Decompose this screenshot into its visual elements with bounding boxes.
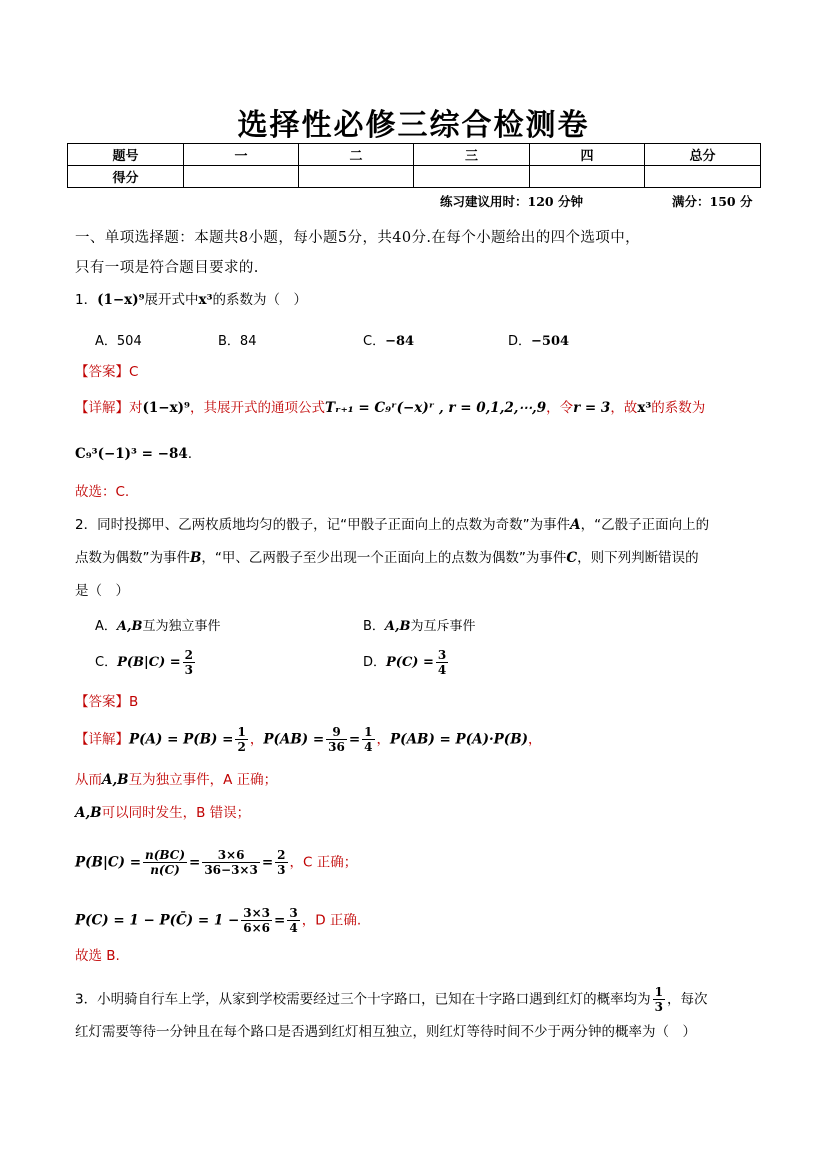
math-end: .: [187, 446, 193, 462]
stem-text: 展开式中: [144, 292, 199, 308]
math-expr: P(B|C) =: [75, 854, 142, 871]
score-value: 150: [709, 194, 736, 209]
math-expr: A: [570, 517, 581, 533]
time-value: 120: [527, 194, 554, 209]
q2-detail-1: 【详解】P(A) = P(B) = $\frac{1}{2}$ ，P(AB) = $\frac{9}{36}$ = $\frac{1}{4}$ ，P(AB) = P(A)·P(B)，: [75, 725, 542, 754]
question-2-line1: [75, 515, 709, 535]
math-expr: x³: [637, 400, 652, 416]
stem-text: ，“甲、乙两骰子至少出现一个正面向上的点数为偶数”为事件: [201, 550, 567, 566]
separator: ，: [376, 731, 391, 748]
detail-text: 互为独立事件，A 正确；: [128, 772, 278, 788]
math-expr: (1−x)⁹: [97, 292, 145, 308]
q2-option-c: [95, 648, 197, 677]
question-3-line2: 红灯需要等待一分钟且在每个路口是否遇到红灯相互独立，则红灯等待时间不少于两分钟的概率为（ ）: [75, 1024, 696, 1040]
full-score: [672, 192, 752, 210]
score-cell: [414, 166, 530, 188]
fraction: $\frac{3\times 6}{36-3\times 3}$: [204, 848, 258, 877]
detail-text: ，故: [610, 400, 638, 416]
question-number: 1．: [75, 292, 98, 308]
detail-text: 从而: [75, 772, 102, 788]
math-expr: C: [566, 550, 578, 566]
detail-text: ，令: [546, 400, 574, 416]
math-formula: C₉³(−1)³ = −84: [75, 446, 188, 462]
option-text: −504: [531, 334, 570, 349]
math-expr: A,B: [384, 619, 411, 634]
detail-tag: 【详解】: [75, 731, 129, 748]
q1-conclusion: 故选：C.: [75, 484, 130, 500]
detail-text: ，D 正确.: [301, 912, 362, 929]
q2-option-a: [95, 615, 221, 634]
score-label: 满分：: [672, 194, 710, 209]
fraction: $\frac{1}{4}$: [364, 725, 373, 754]
detail-text: 对: [129, 400, 143, 416]
option-label: C．: [363, 334, 386, 349]
option-text: 互为独立事件: [142, 619, 221, 634]
math-expr: P(AB) =: [263, 731, 325, 748]
question-3-line1: [75, 985, 707, 1014]
stem-text: ，则下列判断错误的: [577, 550, 699, 566]
answer-value: C: [129, 364, 139, 380]
option-label: D．: [508, 334, 532, 349]
option-label: B．: [218, 334, 240, 349]
option-text: −84: [385, 334, 415, 349]
fraction: $\frac{3\times 3}{6\times 6}$: [243, 906, 271, 935]
detail-text: 的系数为: [651, 400, 706, 416]
option-label: C．: [95, 655, 118, 670]
section-instructions-line1: 一、单项选择题：本题共8小题，每小题5分，共40分.在每个小题给出的四个选项中，: [75, 230, 641, 246]
fraction: $\frac{3}{4}$: [289, 906, 298, 935]
math-expr: A,B: [102, 772, 129, 788]
detail-tag: 【详解】: [75, 400, 129, 416]
stem-text: ，每次: [666, 991, 708, 1008]
answer-value: B: [129, 694, 139, 710]
option-label: B．: [363, 619, 385, 634]
option-text: 84: [239, 334, 257, 349]
stem-text: ，“乙骰子正面向上的: [580, 517, 710, 533]
q2-conclusion: 故选 B.: [75, 948, 120, 964]
math-expr: (1−x)⁹: [142, 400, 190, 416]
score-header-cell: 一: [184, 144, 299, 166]
score-cell: [530, 166, 645, 188]
score-header-cell: 三: [414, 144, 530, 166]
q1-answer: [75, 362, 138, 382]
question-number: 2．: [75, 517, 98, 533]
fraction: $\frac{3}{4}$: [437, 648, 447, 677]
option-label: D．: [363, 655, 387, 670]
stem-text: 同时投掷甲、乙两枚质地均匀的骰子，记“甲骰子正面向上的点数为奇数”为事件: [97, 517, 571, 533]
math-expr: P(AB) = P(A)·P(B): [390, 731, 528, 748]
q2-detail-4: P(B|C) = $\frac{n(BC)}{n(C)}$ = $\frac{3\times 6}{36-3\times 3}$ = $\frac{2}{3}$ ，C 正确；: [75, 848, 358, 877]
math-expr: P(A) = P(B) =: [129, 731, 234, 748]
q1-detail: [75, 398, 705, 418]
score-cell: [299, 166, 414, 188]
q2-answer: [75, 692, 138, 712]
fraction: $\frac{1}{3}$: [654, 985, 663, 1014]
q2-detail-2: [75, 770, 277, 790]
answer-tag: 【答案】: [75, 694, 129, 710]
time-label: 练习建议用时：: [440, 194, 528, 209]
question-2-line2: [75, 548, 699, 568]
math-expr: P(C) =: [386, 655, 434, 670]
suggested-time: [440, 192, 583, 210]
score-header-cell: 二: [299, 144, 414, 166]
separator: ，: [528, 731, 542, 748]
stem-text: 点数为偶数”为事件: [75, 550, 190, 566]
page-title: 选择性必修三综合检测卷: [237, 108, 590, 143]
separator: ，: [249, 731, 264, 748]
q2-detail-5: P(C) = 1 − P(C̄) = 1 − $\frac{3\times 3}{6\times 6}$ = $\frac{3}{4}$ ，D 正确.: [75, 906, 362, 935]
option-text: 504: [116, 334, 142, 349]
time-unit: 分钟: [557, 194, 583, 209]
q1-option-a: [95, 330, 142, 349]
detail-text: ，其展开式的通项公式: [189, 400, 325, 416]
fraction: $\frac{2}{3}$: [184, 648, 193, 677]
score-table-header-row: [68, 144, 761, 166]
score-table: [67, 143, 761, 188]
answer-tag: 【答案】: [75, 364, 129, 380]
math-expr: P(B|C) =: [117, 655, 181, 670]
math-expr: P(C) = 1 − P(C̄) = 1 −: [75, 912, 240, 929]
option-text: 为互斥事件: [410, 619, 476, 634]
math-expr: x³: [198, 292, 213, 308]
detail-text: ，C 正确；: [289, 854, 358, 871]
score-row-label: 得分: [68, 166, 184, 188]
math-expr: B: [190, 550, 202, 566]
q1-calc: [75, 444, 192, 464]
math-expr: A,B: [75, 805, 102, 821]
score-unit: 分: [739, 194, 753, 209]
score-header-cell: 四: [530, 144, 645, 166]
math-expr: r = 3: [573, 400, 611, 416]
score-header-cell: 总分: [645, 144, 761, 166]
q1-option-c: [363, 330, 414, 349]
detail-text: 可以同时发生，B 错误；: [101, 805, 251, 821]
question-1-stem: [75, 290, 307, 310]
score-cell: [184, 166, 299, 188]
stem-text: 小明骑自行车上学，从家到学校需要经过三个十字路口，已知在十字路口遇到红灯的概率均为: [97, 991, 651, 1008]
q2-detail-3: [75, 803, 250, 823]
score-cell: [645, 166, 761, 188]
math-formula: Tᵣ₊₁ = C₉ʳ(−x)ʳ , r = 0,1,2,⋯,9: [324, 400, 547, 416]
stem-text: 的系数为（ ）: [212, 292, 308, 308]
score-table-score-row: [68, 166, 761, 188]
question-number: 3．: [75, 991, 98, 1008]
q2-option-d: [363, 648, 450, 677]
fraction: $\frac{2}{3}$: [277, 848, 286, 877]
q1-option-b: [218, 330, 256, 349]
fraction: $\frac{n(BC)}{n(C)}$: [145, 848, 186, 877]
fraction: $\frac{1}{2}$: [237, 725, 246, 754]
score-header-cell: 题号: [68, 144, 184, 166]
q1-option-d: [508, 330, 569, 349]
fraction: $\frac{9}{36}$: [328, 725, 345, 754]
question-2-line3: 是（ ）: [75, 583, 129, 599]
option-label: A．: [95, 334, 117, 349]
option-label: A．: [95, 619, 117, 634]
q2-option-b: [363, 615, 476, 634]
section-instructions-line2: 只有一项是符合题目要求的.: [75, 260, 259, 276]
math-expr: A,B: [116, 619, 143, 634]
